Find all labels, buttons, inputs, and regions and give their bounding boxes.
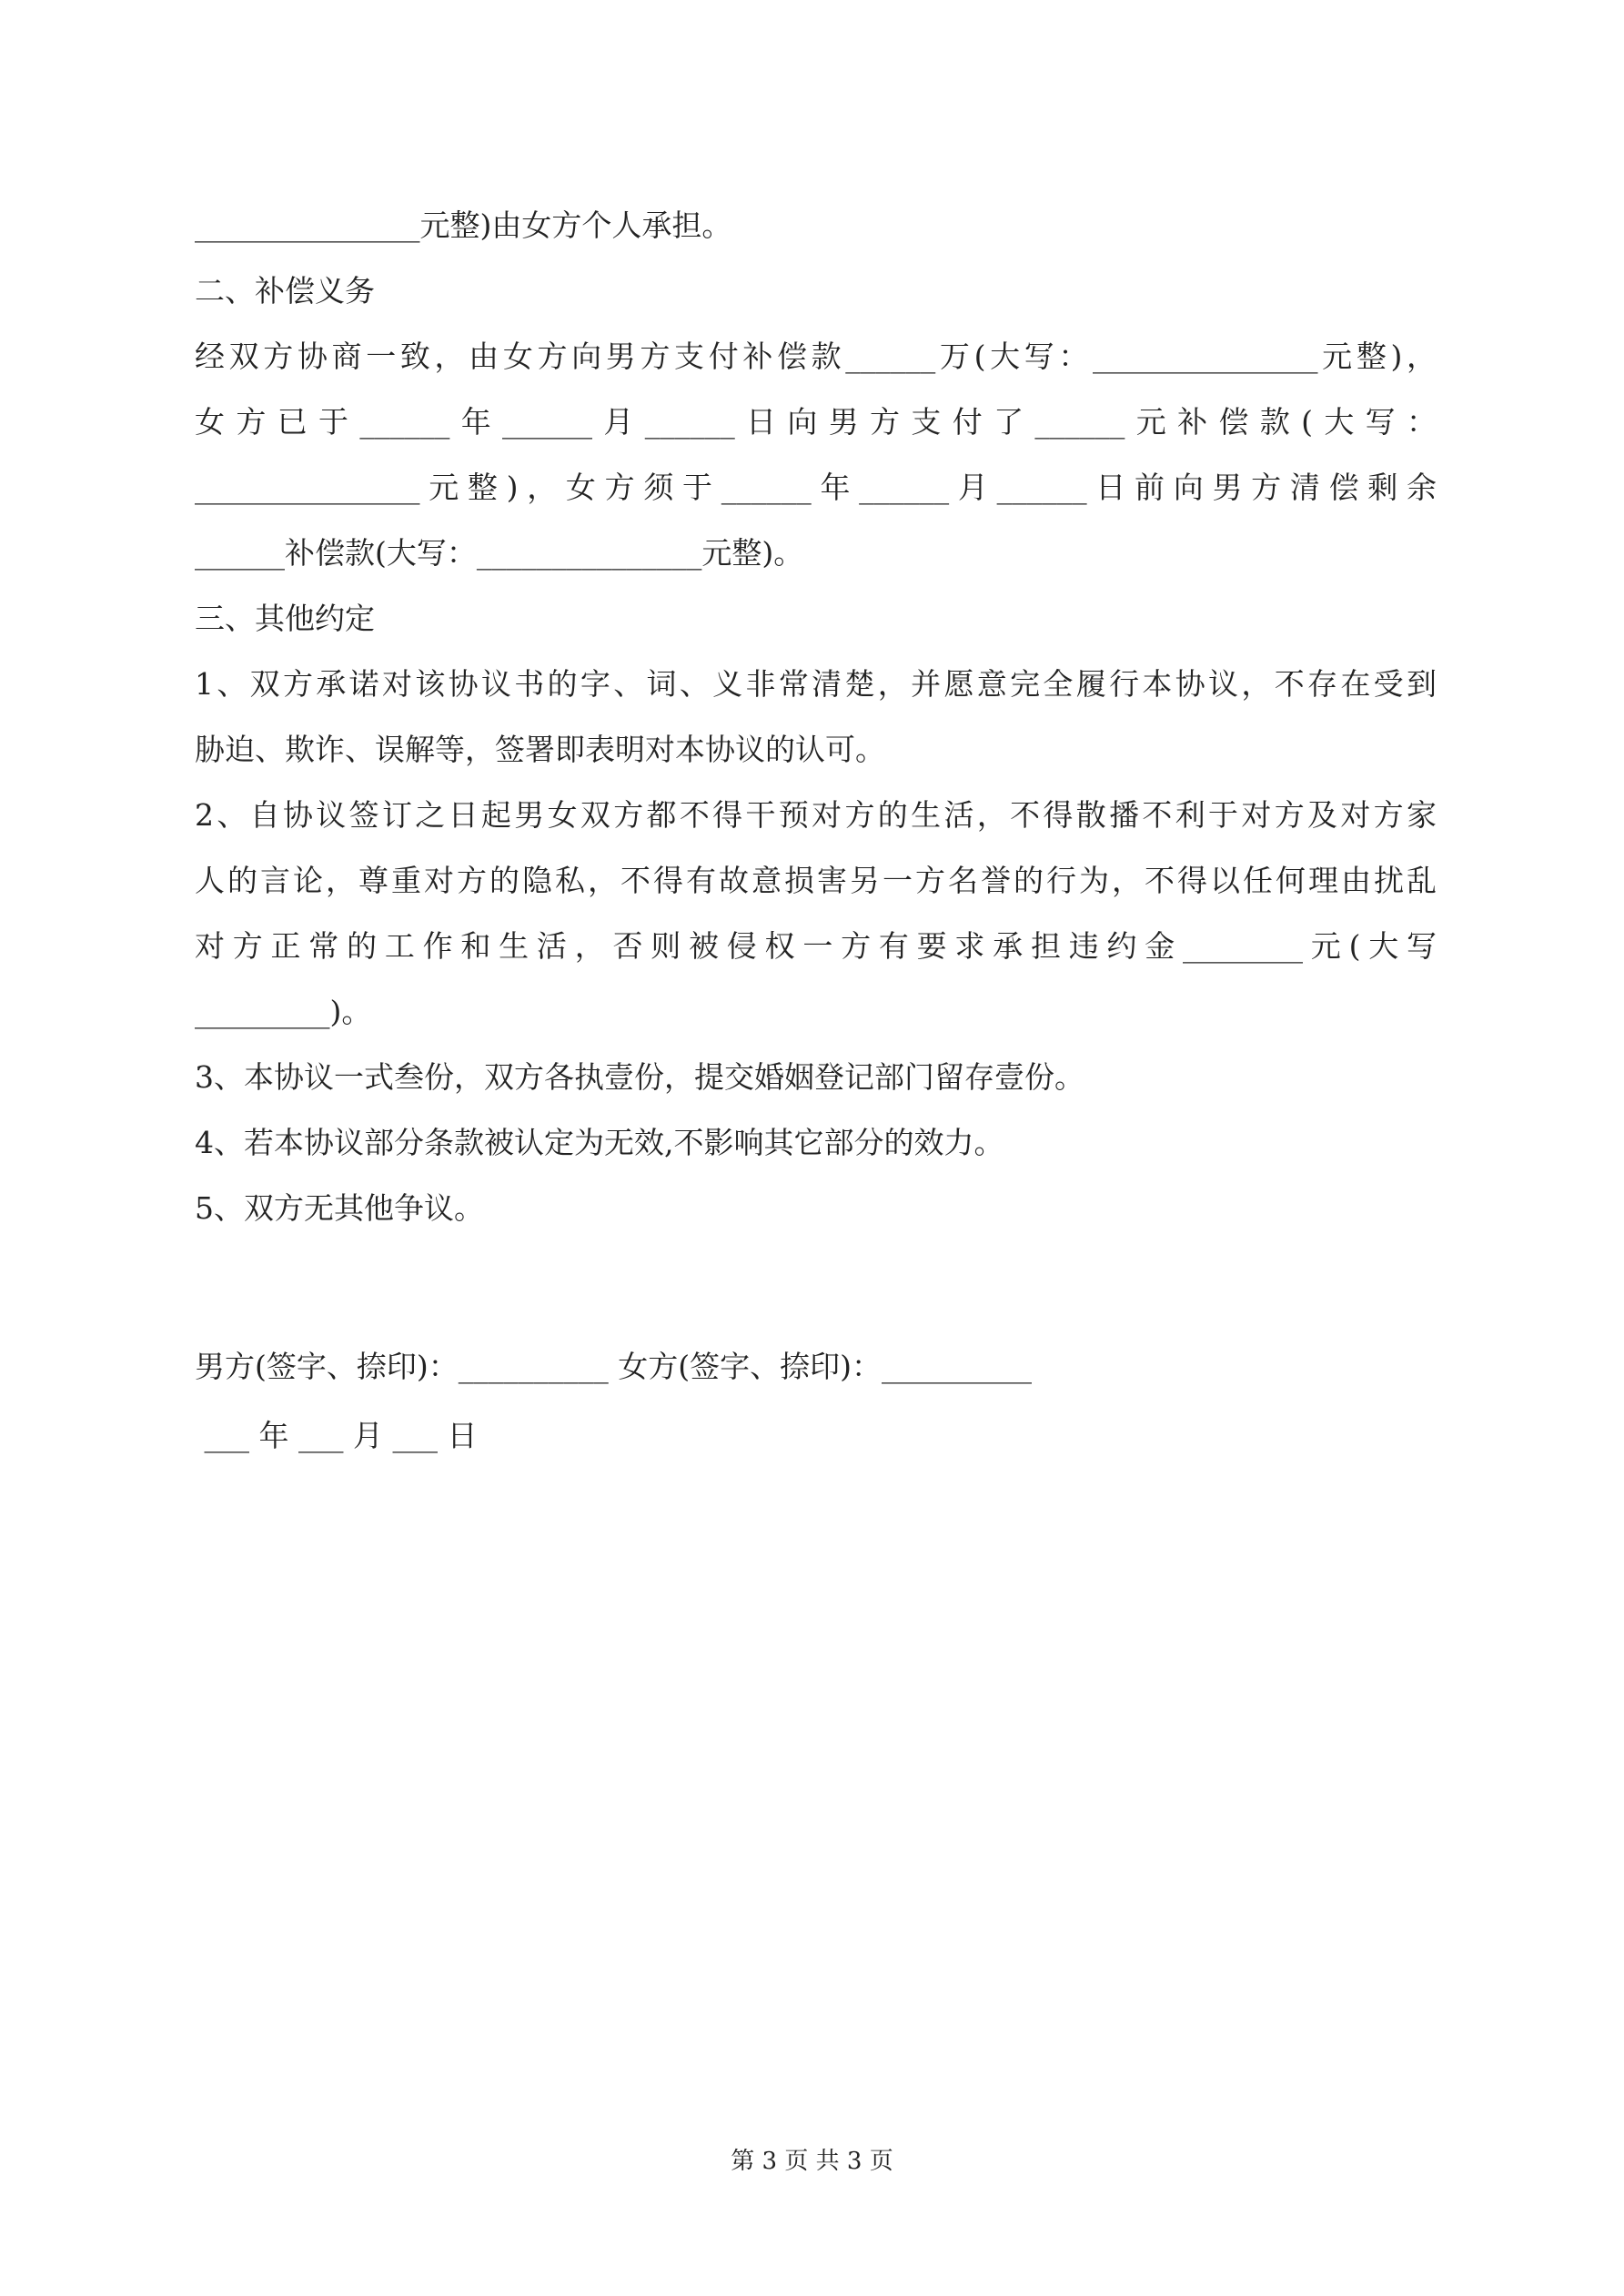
text-line: 胁迫、欺诈、误解等，签署即表明对本协议的认可。 [195, 732, 885, 767]
text-line: 5、双方无其他争议。 [195, 1190, 484, 1226]
text-line: _______________元整)由女方个人承担。 [195, 207, 732, 243]
text-line: _______________元整)，女方须于______年______月______日前向男方清偿剩余 [195, 470, 1437, 505]
page-footer: 第 3 页 共 3 页 [731, 2148, 893, 2175]
text-line: 人的言论，尊重对方的隐私，不得有故意损害另一方名誉的行为，不得以任何理由扰乱 [195, 863, 1437, 898]
date-line: ___ 年 ___ 月 ___ 日 [195, 1418, 478, 1453]
section-heading-other-terms: 三、其他约定 [195, 601, 375, 636]
text-line: 2、自协议签订之日起男女双方都不得干预对方的生活，不得散播不利于对方及对方家 [195, 797, 1437, 833]
text-line: 女方已于______年______月______日向男方支付了______元补偿款(大写： [195, 404, 1437, 440]
text-line: _________)。 [195, 994, 372, 1029]
section-heading-compensation: 二、补偿义务 [195, 273, 375, 308]
text-line: 4、若本协议部分条款被认定为无效,不影响其它部分的效力。 [195, 1125, 1004, 1160]
text-line: 3、本协议一式叁份，双方各执壹份，提交婚姻登记部门留存壹份。 [195, 1059, 1084, 1095]
text-line: 对方正常的工作和生活，否则被侵权一方有要求承担违约金________元(大写 [195, 928, 1437, 964]
signature-line: 男方(签字、捺印)：__________ 女方(签字、捺印)：__________ [195, 1349, 1032, 1384]
text-line: 1、双方承诺对该协议书的字、词、义非常清楚，并愿意完全履行本协议，不存在受到 [195, 666, 1437, 702]
text-line: 经双方协商一致，由女方向男方支付补偿款______万(大写：_______________元整)， [195, 339, 1437, 374]
text-line: ______补偿款(大写：_______________元整)。 [195, 535, 804, 571]
